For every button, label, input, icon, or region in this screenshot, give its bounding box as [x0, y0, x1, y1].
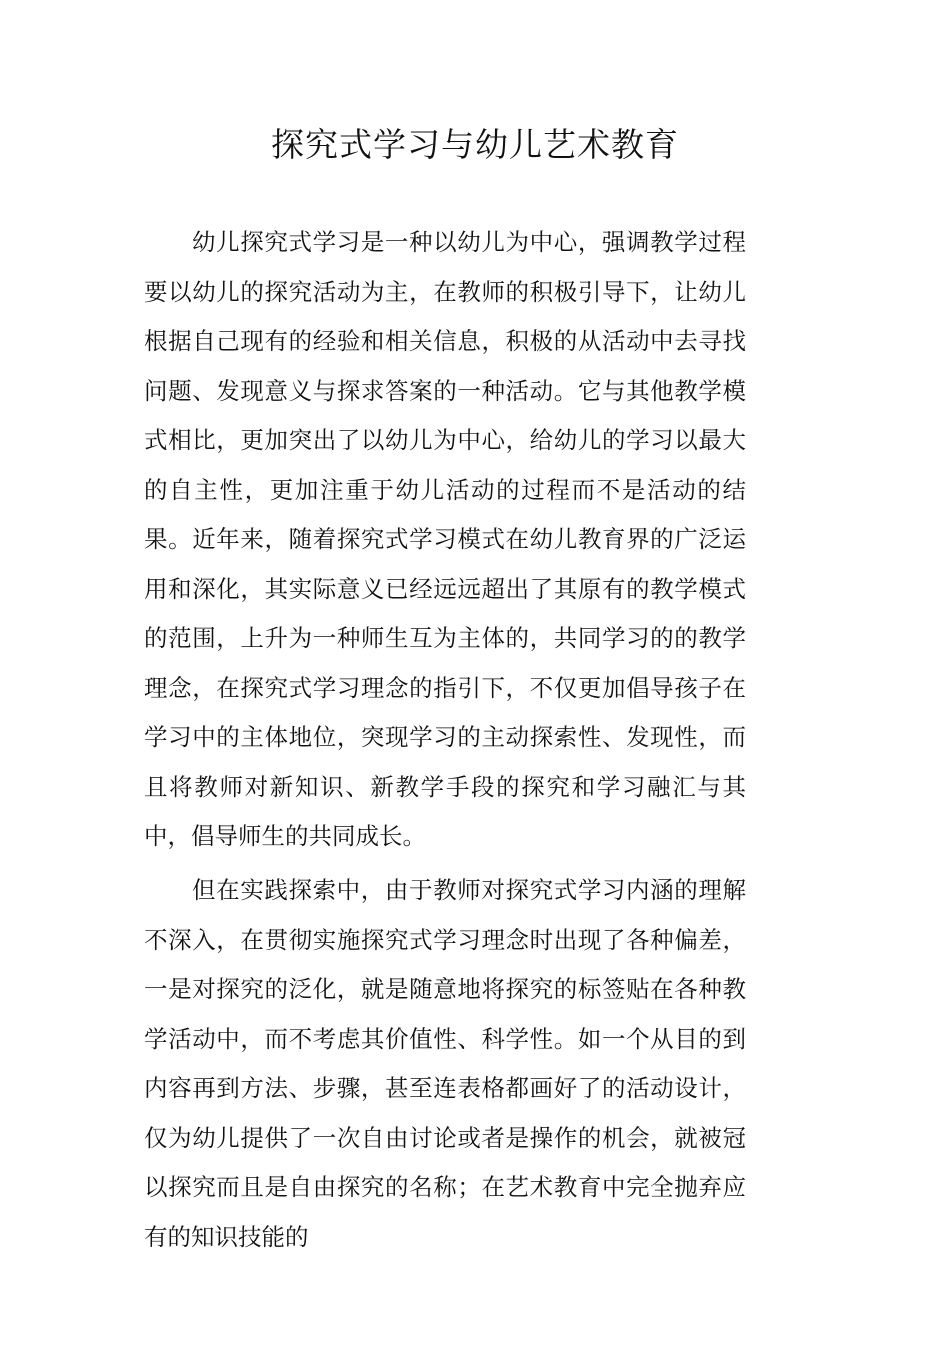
document-title: 探究式学习与幼儿艺术教育 [271, 125, 679, 164]
paragraph-1: 幼儿探究式学习是一种以幼儿为中心，强调教学过程要以幼儿的探究活动为主，在教师的积极引导下，让幼儿根据自己现有的经验和相关信息，积极的从活动中去寻找问题、发现意义与探求答案的一种活动。它与其他教学模式相比，更加突出了以幼儿为中心，给幼儿的学习以最大的自主性，更加注重于幼儿活动的过程而不是活动的结果。近年来，随着探究式学习模式在幼儿教育界的广泛运用和深化，其实际意义已经远远超出了其原有的教学模式的范围，上升为一种师生互为主体的，共同学习的的教学理念，在探究式学习理念的指引下，不仅更加倡导孩子在学习中的主体地位，突现学习的主动探索性、发现性，而且将教师对新知识、新教学手段的探究和学习融汇与其中，倡导师生的共同成长。 [144, 228, 746, 850]
paragraph-2: 但在实践探索中，由于教师对探究式学习内涵的理解不深入，在贯彻实施探究式学习理念时出现了各种偏差，一是对探究的泛化，就是随意地将探究的标签贴在各种教学活动中，而不考虑其价值性、科学性。如一个从目的到内容再到方法、步骤，甚至连表格都画好了的活动设计，仅为幼儿提供了一次自由讨论或者是操作的机会，就被冠以探究而且是自由探究的名称；在艺术教育中完全抛弃应有的知识技能的 [144, 876, 746, 1251]
